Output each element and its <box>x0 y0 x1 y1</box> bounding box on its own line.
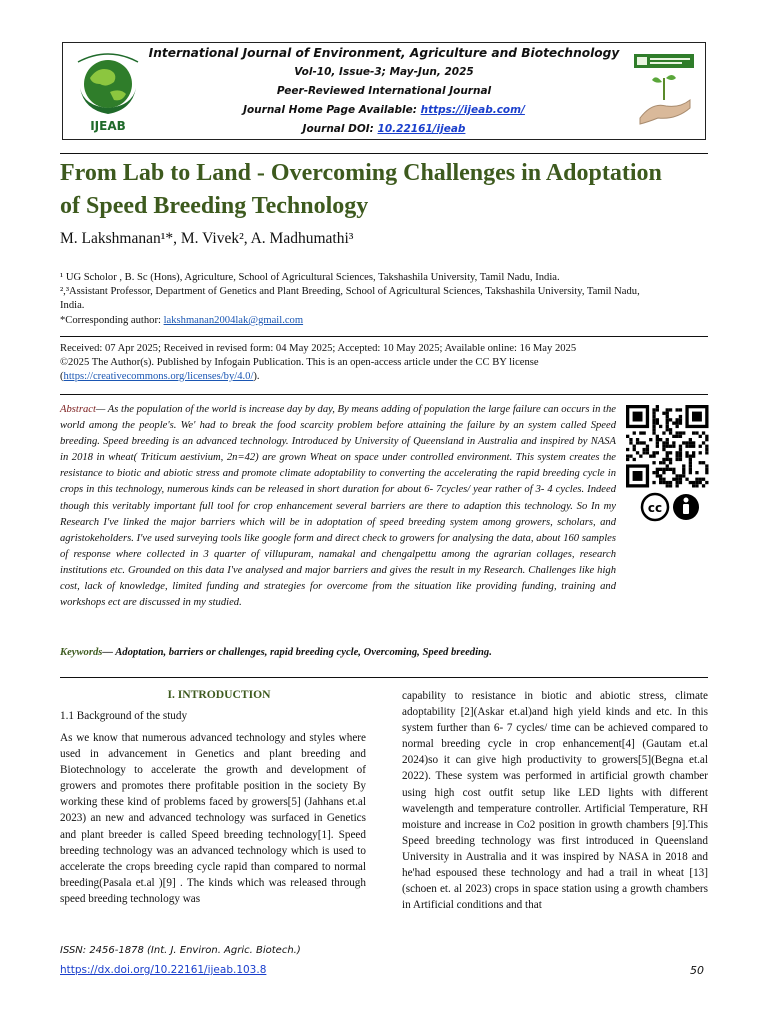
keywords-text: Adoptation, barriers or challenges, rapid breeding cycle, Overcoming, Speed breeding. <box>115 647 492 658</box>
homepage-link[interactable]: https://ijeab.com/ <box>420 104 525 116</box>
abstract-top-rule <box>60 394 708 395</box>
article-title-line1: From Lab to Land - Overcoming Challenges in Adoptation <box>60 160 662 186</box>
article-dates: Received: 07 Apr 2025; Received in revised form: 04 May 2025; Accepted: 10 May 2025; Available online: 16 May 2025 <box>60 343 577 354</box>
right-column-text: capability to resistance in biotic and abiotic stress, climate adoptability [2](Askar et.al)and high yield kinds and etc. In this system further than 6- 7 cycles/ time can be achieved compared to normal breeding cycle in crop enhancement[4] (Gautam et.al 2024)so it can give high productivity to growers[5](Begna et.al 2022). These system was performed in artificial growth chamber using high cost outfit setup like LED lights with different wavelength and temperature controller. Artificial Temperature, RH moisture and increase in Co2 position in growth chambers [9].This Speed breeding technology was first introduced in Queensland University in Australia and it was inspired by NASA in 2018 and he'had espoused these technology and had a trail in wheat [13](schoen et. al 2023) crops in space station using a growth chambers in Artificial conditions and that <box>402 690 708 912</box>
license-text: ©2025 The Author(s). Published by Infogain Publication. This is an open-access article under the CC BY license <box>60 357 539 368</box>
article-title-line2: of Speed Breeding Technology <box>60 193 369 219</box>
license-link[interactable]: https://creativecommons.org/licenses/by/4.0/ <box>63 371 254 382</box>
qr-code-icon <box>624 405 712 489</box>
affiliation-2: ²,³Assistant Professor, Department of Genetics and Plant Breeding, School of Agricultural Sciences, Takshashila University, Tamil Nadu, <box>60 286 640 297</box>
affiliation-2-cont: India. <box>60 300 85 311</box>
affiliation-1: ¹ UG Scholor , B. Sc (Hons), Agriculture, School of Agricultural Sciences, Takshashila University, Tamil Nadu, India. <box>60 272 560 283</box>
footer-issn: ISSN: 2456-1878 (Int. J. Environ. Agric. Biotech.) <box>60 945 301 956</box>
header-rule <box>60 153 708 154</box>
logo-text: IJEAB <box>90 119 126 133</box>
footer-doi-link[interactable]: https://dx.doi.org/10.22161/ijeab.103.8 <box>60 964 267 976</box>
abstract-label: Abstract <box>60 404 96 415</box>
subsection-heading: 1.1 Background of the study <box>60 710 188 722</box>
license-link-line: (https://creativecommons.org/licenses/by/4.0/). <box>60 371 260 382</box>
abstract-text: As the population of the world is increase day by day, By means adding of population the large failure can occurs in the world among the people's. We' had to break the food scarcity problem before attaining the failure by an system called Speed breeding. Speed breeding is an advanced technology. Introduced by University of Queensland in Australia and inspired by NASA in 2018 in wheat( Triticum aestivium, 2n=42) are grown Wheat on space under controlled environment. This system creates the resistance to biotic and abiotic stress and promote climate adoptability to converting the accelerating the rapid breeding cycle in crops in this technology, numerous kinds can be released in short duration for about 6- 7cycles/ year rather of 3- 4 cycles. Indeed though this veritably important full tool for crop enhancement several barriers are there to adaption this technology. So In my Research I've linked the major barriers which will be in adoptation of speed breeding system among growers, scholars, and agristokeholders. I've used surveying tools like google form and direct check to growers for analysing the data, about 160 samples of response where collected in 3 quarter of villupuram, namakal and chengalpettu among the agrarian collages, research institutions etc. Grounded on this data I've analysed and major barriers and gives the result in my Research. Challenges like high cost, lack of knowledge, limited funding and strategies for overcome from the situation like providing funding, training and workshops ect are discussed in my studied. <box>60 404 616 609</box>
journal-cover-icon <box>632 52 696 132</box>
keywords-label: Keywords <box>60 647 103 658</box>
section-heading: I. INTRODUCTION <box>167 688 271 701</box>
body-top-rule <box>60 677 708 678</box>
authors: M. Lakshmanan¹*, M. Vivek², A. Madhumathi³ <box>60 230 354 247</box>
keywords: Keywords— Adoptation, barriers or challenges, rapid breeding cycle, Overcoming, Speed breeding. <box>60 647 492 658</box>
journal-doi: Journal DOI: 10.22161/ijeab <box>302 123 466 135</box>
corresponding-author: *Corresponding author: lakshmanan2004lak@gmail.com <box>60 315 304 326</box>
journal-homepage: Journal Home Page Available: https://ijeab.com/ <box>243 104 525 116</box>
journal-volume: Vol-10, Issue-3; May-Jun, 2025 <box>294 66 474 78</box>
journal-doi-link[interactable]: 10.22161/ijeab <box>377 123 466 135</box>
journal-header-text <box>120 44 648 139</box>
page-number: 50 <box>690 964 704 977</box>
dates-top-rule <box>60 336 708 337</box>
abstract: Abstract— As the population of the world is increase day by day, By means adding of population the large failure can occurs in the world among the people's. We' had to break the food scarcity problem before attaining the failure by an system called Speed breeding. Speed breeding is an advanced technology. Introduced by University of Queensland in Australia and inspired by NASA in 2018 in wheat( Triticum aestivium, 2n=42) are grown Wheat on space under controlled environment. This system creates the resistance to biotic and abiotic stress and promote climate adoptability to converting the accelerating the rapid breeding cycle in crops in this technology, numerous kinds can be released in short duration for about 6- 7cycles/ year rather of 3- 4 cycles. Indeed though this veritably important full tool for crop enhancement several barriers are there to adaption this technology. So In my Research I've linked the major barriers which will be in adoptation of speed breeding system among growers, scholars, and agristokeholders. I've used surveying tools like google form and direct check to growers for analysing the data, about 160 samples of response where collected in 3 quarter of villupuram, namakal and chengalpettu among the agrarian collages, research institutions etc. Grounded on this data I've analysed and major barriers and gives the result in my Research. Challenges like high cost, lack of knowledge, limited funding and strategies for overcome from the situation like providing funding, training and workshops ect are discussed in my studied. <box>60 404 616 609</box>
left-column-text: As we know that numerous advanced technology and styles where used in advancement in Genetics and plant breeding and Biotechnology to accelerate the growth and development of growers and promotes there profitable position in the society By working these kind of problems faced by growers[5] (Jahhans et.al 2023) an new and advanced technology was surfaced in Genetics and plant breeder is called Speed breeding technology[1]. Speed breeding technology was an advanced technology which is used to accelerate the crops breeding cycle rapid than compared to normal breeding(Pasala et.al )[9] . The kinds which was released through speed breeding technology was <box>60 732 366 905</box>
corresponding-email-link[interactable]: lakshmanan2004lak@gmail.com <box>163 315 304 326</box>
journal-name: International Journal of Environment, Agriculture and Biotechnology <box>148 46 620 60</box>
journal-review: Peer-Reviewed International Journal <box>276 85 492 97</box>
cc-by-license-icon <box>640 492 702 522</box>
svg-text:cc: cc <box>647 501 663 515</box>
svg-text:BY <box>686 520 687 521</box>
